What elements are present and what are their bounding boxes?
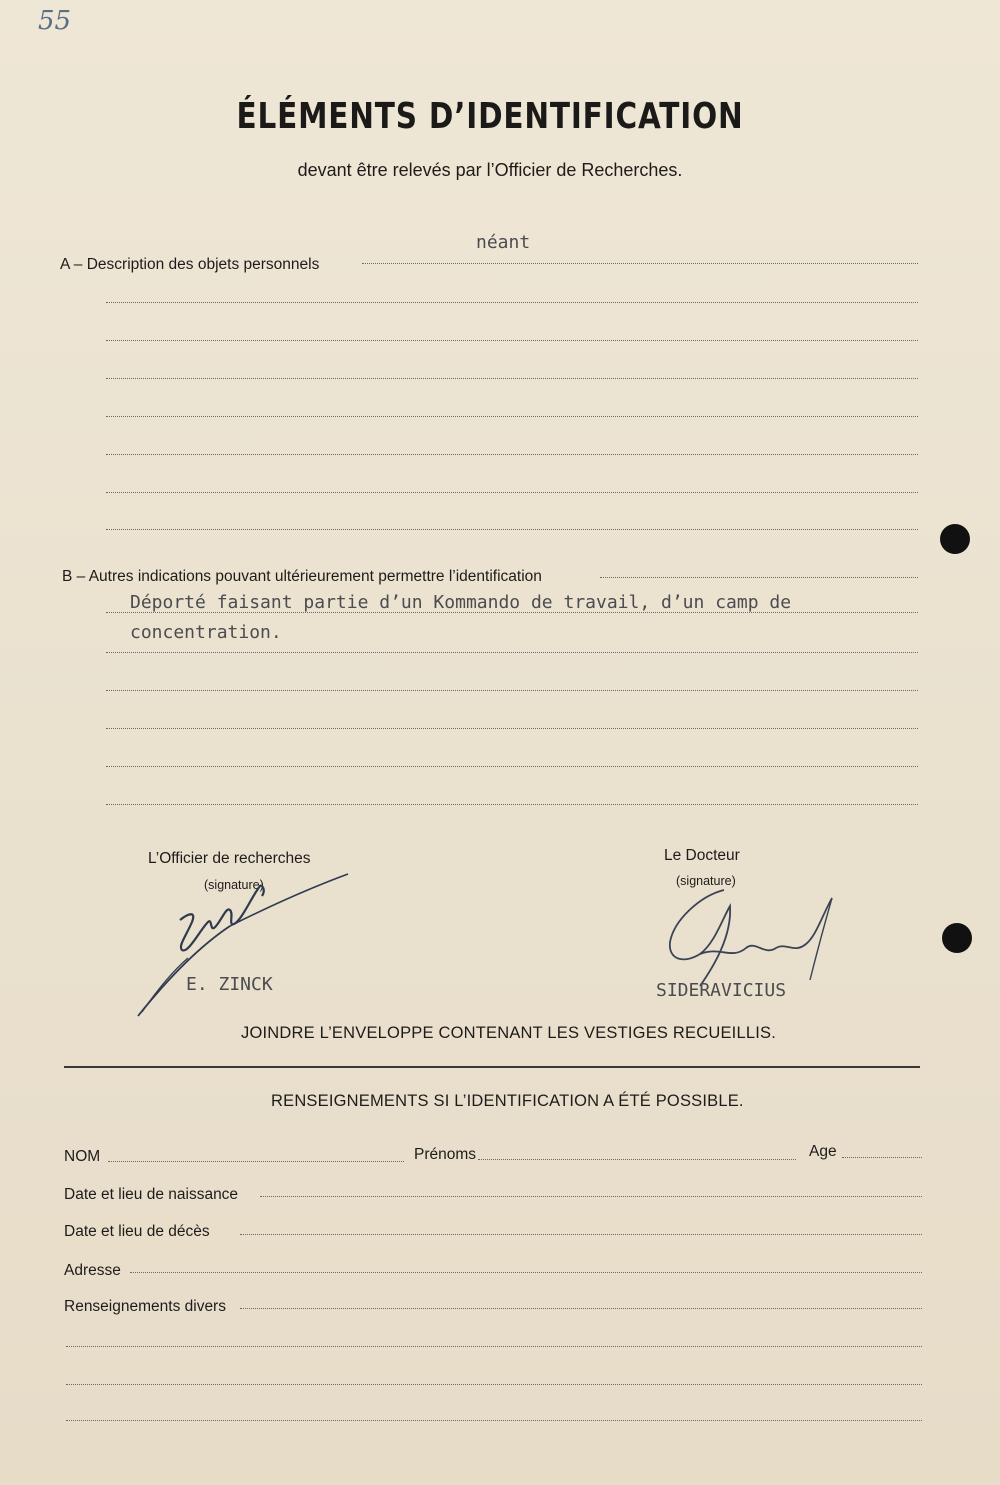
section-b-line-7	[106, 804, 918, 805]
death-line	[240, 1234, 922, 1235]
envelope-note: JOINDRE L’ENVELOPPE CONTENANT LES VESTIGES RECUEILLIS.	[241, 1024, 776, 1042]
section-a-line-4	[106, 378, 918, 379]
section-a-line-8	[106, 529, 918, 530]
section-a-line-6	[106, 454, 918, 455]
form-title: ÉLÉMENTS D’IDENTIFICATION	[236, 96, 744, 137]
misc-line-4	[66, 1420, 922, 1421]
section-a-line-1	[362, 263, 918, 264]
doctor-signature-hint: (signature)	[676, 874, 736, 888]
section-a-line-5	[106, 416, 918, 417]
info-heading: RENSEIGNEMENTS SI L’IDENTIFICATION A ÉTÉ POSSIBLE.	[271, 1092, 744, 1110]
officer-signature-hint: (signature)	[204, 878, 264, 892]
doctor-signature	[660, 876, 850, 996]
age-label: Age	[809, 1143, 837, 1160]
corner-note: 55	[38, 6, 72, 36]
section-b-line-3	[106, 652, 918, 653]
officer-signature	[130, 866, 360, 1026]
misc-line-3	[66, 1384, 922, 1385]
section-b-line-5	[106, 728, 918, 729]
birth-label: Date et lieu de naissance	[64, 1186, 239, 1203]
section-b-line-6	[106, 766, 918, 767]
section-a-value: néant	[476, 232, 531, 253]
section-b-line-1	[600, 577, 918, 578]
misc-line-2	[66, 1346, 922, 1347]
officer-title: L’Officier de recherches	[148, 850, 311, 867]
punch-hole-bottom	[942, 923, 972, 953]
section-b-label: B – Autres indications pouvant ultérieurement permettre l’identification	[62, 568, 542, 585]
section-b-value-line-2: concentration.	[130, 622, 282, 643]
misc-line-1	[240, 1308, 922, 1309]
section-b-line-2	[106, 612, 918, 613]
address-line	[130, 1272, 922, 1273]
age-line	[842, 1157, 922, 1158]
death-label: Date et lieu de décès	[64, 1223, 210, 1240]
prenoms-line	[478, 1159, 796, 1160]
officer-name: E. ZINCK	[186, 974, 273, 995]
section-a-line-2	[106, 302, 918, 303]
form-subtitle: devant être relevés par l’Officier de Recherches.	[297, 160, 683, 180]
doctor-name: SIDERAVICIUS	[656, 980, 787, 1001]
punch-hole-top	[940, 524, 970, 554]
section-divider	[64, 1066, 920, 1068]
section-b-line-4	[106, 690, 918, 691]
nom-label: NOM	[64, 1148, 101, 1165]
section-b-value-line-1: Déporté faisant partie d’un Kommando de travail, d’un camp de	[130, 592, 792, 613]
misc-label: Renseignements divers	[64, 1298, 226, 1315]
section-a-label: A – Description des objets personnels	[60, 256, 320, 273]
section-a-line-7	[106, 492, 918, 493]
prenoms-label: Prénoms	[414, 1146, 477, 1163]
address-label: Adresse	[64, 1262, 121, 1279]
doctor-title: Le Docteur	[664, 847, 740, 864]
section-a-line-3	[106, 340, 918, 341]
nom-line	[108, 1161, 404, 1162]
birth-line	[260, 1196, 922, 1197]
